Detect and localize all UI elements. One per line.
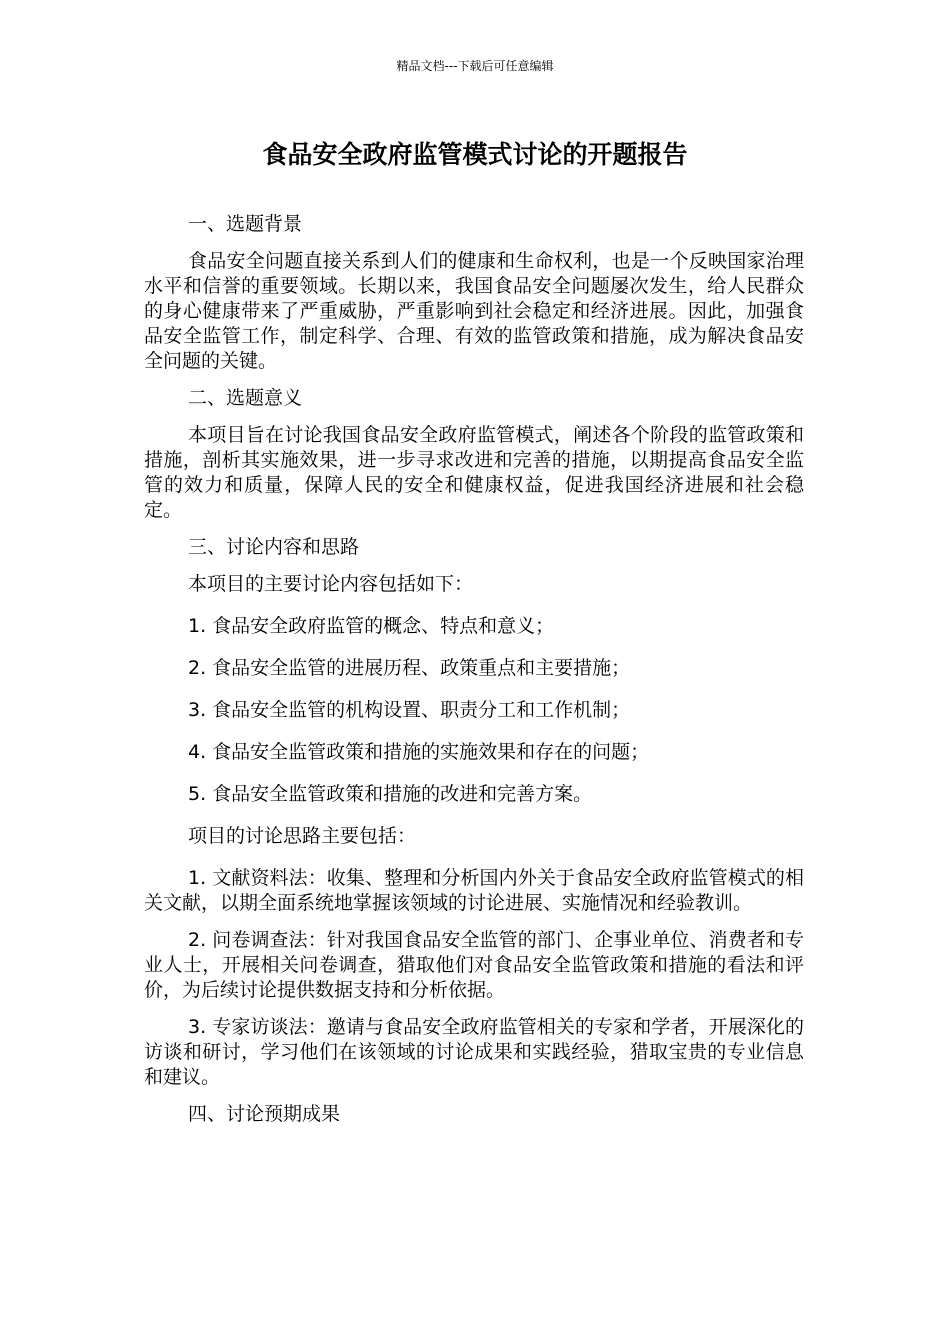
- content-list-item: 5. 食品安全监管政策和措施的改进和完善方案。: [188, 783, 593, 805]
- approach-item: 1. 文献资料法：收集、整理和分析国内外关于食品安全政府监管模式的相关文献，以期全面系统地掌握该领域的讨论进展、实施情况和经验教训。: [144, 867, 804, 914]
- approach-item: 3. 专家访谈法：邀请与食品安全政府监管相关的专家和学者，开展深化的访谈和研讨，学习他们在该领域的讨论成果和实践经验，猎取宝贵的专业信息和建议。: [144, 1016, 804, 1088]
- significance-paragraph: 本项目旨在讨论我国食品安全政府监管模式，阐述各个阶段的监管政策和措施，剖析其实施效果，进一步寻求改进和完善的措施，以期提高食品安全监管的效力和质量，保障人民的安全和健康权益，促进我国经济进展和社会稳定。: [144, 424, 804, 521]
- document-body: [144, 212, 804, 1139]
- content-list-item: 3. 食品安全监管的机构设置、职责分工和工作机制；: [188, 699, 631, 721]
- background-paragraph: 食品安全问题直接关系到人们的健康和生命权利，也是一个反映国家治理水平和信誉的重要领域。长期以来，我国食品安全问题屡次发生，给人民群众的身心健康带来了严重威胁，严重影响到社会稳定和经济进展。因此，加强食品安全监管工作，制定科学、合理、有效的监管政策和措施，成为解决食品安全问题的关键。: [144, 250, 804, 372]
- section-heading-significance: 二、选题意义: [188, 387, 303, 409]
- section-heading-content: 三、讨论内容和思路: [188, 536, 360, 558]
- content-list-item: 2. 食品安全监管的进展历程、政策重点和主要措施；: [188, 657, 631, 679]
- document-title: 食品安全政府监管模式讨论的开题报告: [262, 140, 688, 169]
- section-heading-outcomes: 四、讨论预期成果: [188, 1103, 341, 1125]
- approach-item: 2. 问卷调查法：针对我国食品安全监管的部门、企事业单位、消费者和专业人士，开展相关问卷调查，猎取他们对食品安全监管政策和措施的看法和评价，为后续讨论提供数据支持和分析依据。: [144, 929, 804, 1001]
- approach-intro: 项目的讨论思路主要包括：: [188, 825, 417, 847]
- section-heading-background: 一、选题背景: [188, 213, 303, 235]
- content-intro: 本项目的主要讨论内容包括如下：: [188, 573, 474, 595]
- content-list-item: 1. 食品安全政府监管的概念、特点和意义；: [188, 615, 555, 637]
- header-note: 精品文档---下载后可任意编辑: [396, 59, 554, 73]
- content-list-item: 4. 食品安全监管政策和措施的实施效果和存在的问题；: [188, 741, 650, 763]
